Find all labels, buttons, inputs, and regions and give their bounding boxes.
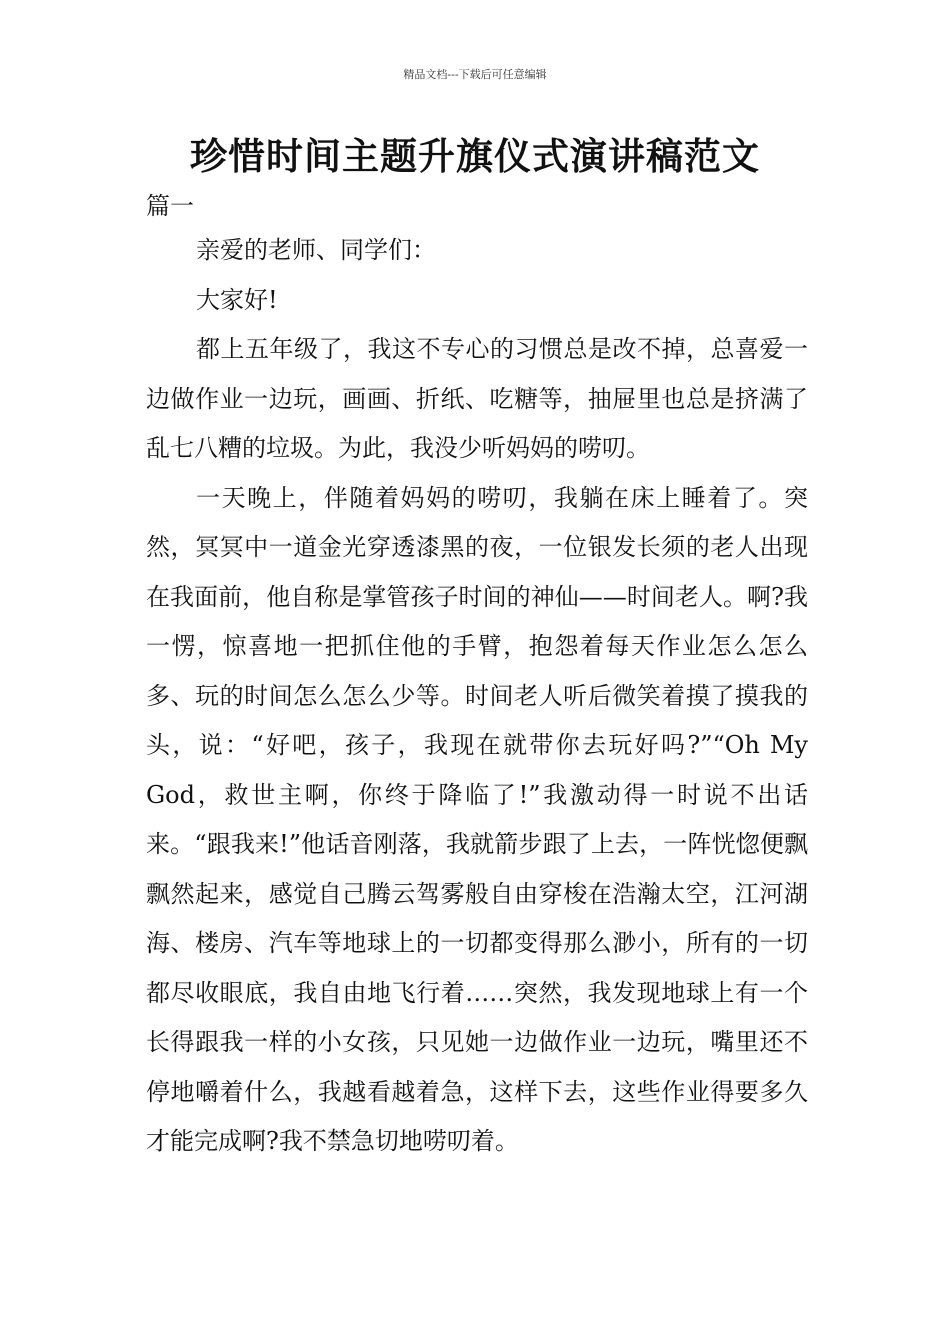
body-paragraph: 都上五年级了，我这不专心的习惯总是改不掉，总喜爱一边做作业一边玩，画画、折纸、吃糖等，抽屉里也总是挤满了乱七八糟的垃圾。为此，我没少听妈妈的唠叨。 xyxy=(146,335,808,462)
body-paragraph: 一天晚上，伴随着妈妈的唠叨，我躺在床上睡着了。突然，冥冥中一道金光穿透漆黑的夜，一位银发长须的老人出现在我面前，他自称是掌管孩子时间的神仙——时间老人。啊?我一愣，惊喜地一把抓住他的手臂，抱怨着每天作业怎么怎么多、玩的时间怎么怎么少等。时间老人听后微笑着摸了摸我的头，说：“好吧，孩子，我现在就带你去玩好吗?”“Oh My God，救世主啊，你终于降临了!”我激动得一时说不出话来。“跟我来!”他话音刚落，我就箭步跟了上去，一阵恍惚便飘飘然起来，感觉自己腾云驾雾般自由穿梭在浩瀚太空，江河湖海、楼房、汽车等地球上的一切都变得那么渺小，所有的一切都尽收眼底，我自由地飞行着……突然，我发现地球上有一个长得跟我一样的小女孩，只见她一边做作业一边玩，嘴里还不停地嚼着什么，我越看越着急，这样下去，这些作业得要多久才能完成啊?我不禁急切地唠叨着。 xyxy=(146,483,808,1155)
document-title: 珍惜时间主题升旗仪式演讲稿范文 xyxy=(190,135,760,178)
header-note: 精品文档---下载后可任意编辑 xyxy=(403,68,547,81)
section-label: 篇一 xyxy=(146,192,194,220)
salutation-paragraph: 亲爱的老师、同学们： xyxy=(196,236,436,264)
greeting-paragraph: 大家好! xyxy=(196,285,278,314)
body-text xyxy=(146,226,808,1167)
